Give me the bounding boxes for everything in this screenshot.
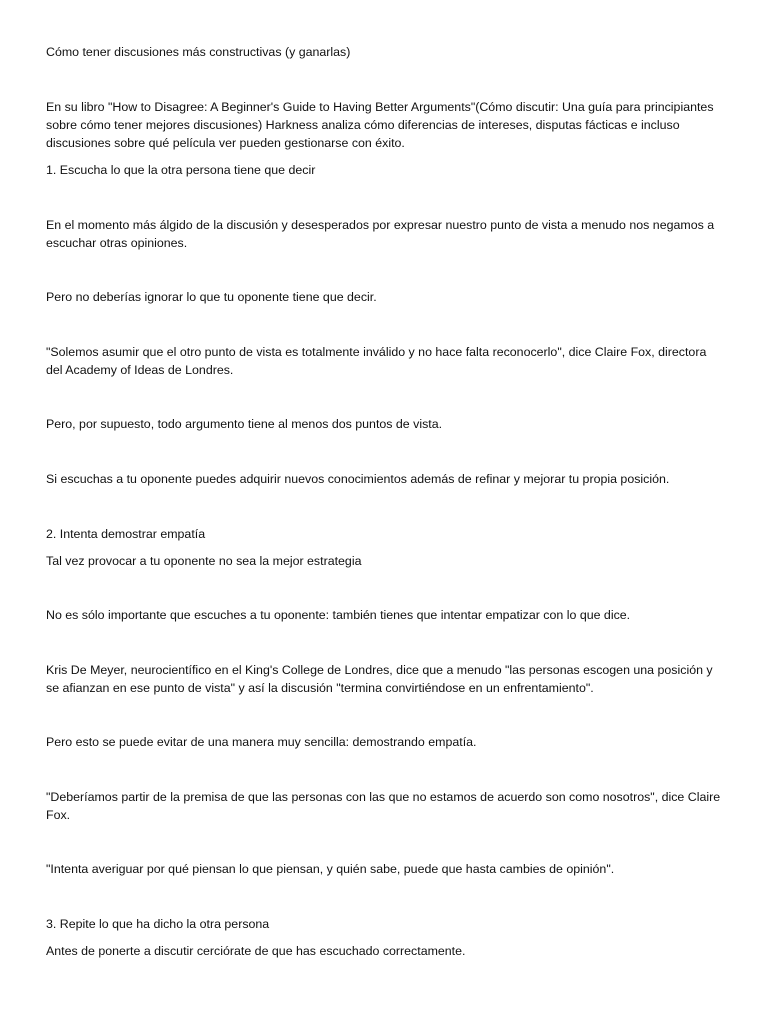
paragraph: Pero, por supuesto, todo argumento tiene al menos dos puntos de vista.	[46, 417, 443, 431]
document-title: Cómo tener discusiones más constructivas (y ganarlas)	[46, 45, 351, 59]
paragraph: No es sólo importante que escuches a tu oponente: también tienes que intentar empatizar con lo que dice.	[46, 608, 631, 622]
paragraph-intro: En su libro "How to Disagree: A Beginner's Guide to Having Better Arguments"(Cómo discutir: Una guía para principiantes sobre cómo tener mejores discusiones) Harkness analiza cómo diferencias de intereses, disputas fácticas e incluso discusiones sobre qué película ver pueden gestionarse con éxito.	[46, 100, 714, 150]
section-heading-3: 3. Repite lo que ha dicho la otra persona	[46, 917, 270, 931]
paragraph: "Intenta averiguar por qué piensan lo que piensan, y quién sabe, puede que hasta cambies de opinión".	[46, 862, 615, 876]
paragraph: Pero no deberías ignorar lo que tu oponente tiene que decir.	[46, 290, 377, 304]
paragraph: Tal vez provocar a tu oponente no sea la mejor estrategia	[46, 554, 362, 568]
paragraph: "Deberíamos partir de la premisa de que las personas con las que no estamos de acuerdo son como nosotros", dice Claire Fox.	[46, 790, 721, 822]
paragraph: Antes de ponerte a discutir cerciórate de que has escuchado correctamente.	[46, 944, 466, 958]
section-heading-1: 1. Escucha lo que la otra persona tiene que decir	[46, 163, 316, 177]
section-heading-2: 2. Intenta demostrar empatía	[46, 527, 206, 541]
paragraph: Pero esto se puede evitar de una manera muy sencilla: demostrando empatía.	[46, 735, 477, 749]
paragraph: Si escuchas a tu oponente puedes adquirir nuevos conocimientos además de refinar y mejorar tu propia posición.	[46, 472, 670, 486]
paragraph: "Solemos asumir que el otro punto de vista es totalmente inválido y no hace falta reconocerlo", dice Claire Fox, directora del Academy of Ideas de Londres.	[46, 345, 707, 377]
paragraph: Kris De Meyer, neurocientífico en el King's College de Londres, dice que a menudo "las personas escogen una posición y se afianzan en ese punto de vista" y así la discusión "termina convirtiéndose en un enfrentamiento".	[46, 663, 713, 695]
paragraph: En el momento más álgido de la discusión y desesperados por expresar nuestro punto de vista a menudo nos negamos a escuchar otras opiniones.	[46, 218, 715, 250]
